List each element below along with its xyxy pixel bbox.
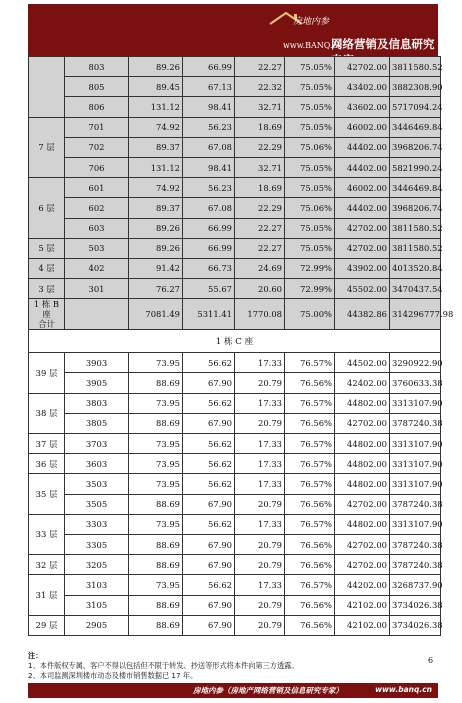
- unit-price-cell: 42702.00: [335, 57, 390, 77]
- unit-price-cell: 46002.00: [335, 117, 390, 137]
- area-b-cell: 56.62: [183, 575, 235, 595]
- ratio-cell: 75.05%: [285, 57, 335, 77]
- notes: [28, 651, 440, 681]
- area-c-cell: 22.27: [235, 57, 285, 77]
- unit-price-cell: 42702.00: [335, 413, 390, 433]
- total-price-cell: 3882308.90: [390, 77, 441, 97]
- area-b-cell: 98.41: [183, 97, 235, 117]
- floor-cell: 35 层: [29, 474, 65, 514]
- floor-cell: 36 层: [29, 454, 65, 474]
- ratio-cell: 76.56%: [285, 413, 335, 433]
- area-c-cell: 20.79: [235, 413, 285, 433]
- ratio-cell: 76.56%: [285, 595, 335, 615]
- area-a-cell: 89.26: [129, 238, 183, 258]
- area-c-cell: 24.69: [235, 258, 285, 278]
- table-row: [29, 454, 441, 474]
- ratio-cell: 76.57%: [285, 474, 335, 494]
- area-b-cell: 56.62: [183, 434, 235, 454]
- area-b-cell: 66.99: [183, 57, 235, 77]
- table-row: [29, 157, 441, 177]
- total-price-cell: 3811580.52: [390, 218, 441, 238]
- ratio-cell: 75.06%: [285, 198, 335, 218]
- area-c-cell: 20.79: [235, 534, 285, 554]
- unit-price-cell: 43602.00: [335, 97, 390, 117]
- unit-price-cell: 42702.00: [335, 238, 390, 258]
- unit-price-cell: 43902.00: [335, 258, 390, 278]
- floor-cell: [29, 57, 65, 118]
- table-row: [29, 494, 441, 514]
- ratio-cell: 72.99%: [285, 279, 335, 299]
- area-c-cell: 17.33: [235, 434, 285, 454]
- footer-url: www.banq.cn: [375, 685, 432, 694]
- table-row: [29, 218, 441, 238]
- table-row: [29, 57, 441, 77]
- area-a-cell: 88.69: [129, 413, 183, 433]
- unit-price-cell: 42702.00: [335, 218, 390, 238]
- unit-cell: 706: [65, 157, 129, 177]
- unit-cell: 3305: [65, 534, 129, 554]
- area-b-cell: 56.62: [183, 454, 235, 474]
- unit-price-cell: 42102.00: [335, 595, 390, 615]
- unit-price-cell: 44802.00: [335, 514, 390, 534]
- ratio-cell: 76.57%: [285, 454, 335, 474]
- unit-cell: 402: [65, 258, 129, 278]
- unit-cell: 503: [65, 238, 129, 258]
- table-row: [29, 434, 441, 454]
- table-row: [29, 393, 441, 413]
- total-price-cell: 3811580.52: [390, 238, 441, 258]
- unit-price-cell: 42702.00: [335, 494, 390, 514]
- area-a-cell: 74.92: [129, 178, 183, 198]
- unit-cell: 601: [65, 178, 129, 198]
- brand-url: www.BANQ.cn: [283, 41, 343, 50]
- page-header: [28, 4, 438, 56]
- price-table-container: [28, 56, 454, 636]
- area-a-cell: 88.69: [129, 534, 183, 554]
- floor-cell: 5 层: [29, 238, 65, 258]
- total-label: 1 栋 B 座 合计: [29, 299, 65, 330]
- total-unit-price: 44382.86: [335, 299, 390, 330]
- area-a-cell: 88.69: [129, 555, 183, 575]
- brand-tagline: 网络营销及信息研究: [331, 37, 435, 51]
- table-row: [29, 353, 441, 373]
- table-row: [29, 117, 441, 137]
- area-a-cell: 89.37: [129, 137, 183, 157]
- area-a-cell: 88.69: [129, 615, 183, 635]
- area-c-cell: 20.79: [235, 615, 285, 635]
- footer-text: 房地内参（房地产网络营销及信息研究专家）: [193, 686, 343, 695]
- unit-price-cell: 42402.00: [335, 373, 390, 393]
- total-area-a: 7081.49: [129, 299, 183, 330]
- area-b-cell: 66.99: [183, 238, 235, 258]
- total-ratio: 75.00%: [285, 299, 335, 330]
- building-c-rows: [29, 353, 441, 636]
- price-table: [28, 56, 454, 636]
- note-line-2: 2、本司监测深圳楼市动态及楼市销售数据已 17 年。: [28, 671, 198, 680]
- area-b-cell: 67.08: [183, 198, 235, 218]
- ratio-cell: 76.56%: [285, 555, 335, 575]
- area-c-cell: 32.71: [235, 157, 285, 177]
- area-c-cell: 20.79: [235, 595, 285, 615]
- area-a-cell: 88.69: [129, 595, 183, 615]
- area-c-cell: 20.79: [235, 494, 285, 514]
- total-price-cell: 3734026.38: [390, 615, 441, 635]
- unit-cell: 602: [65, 198, 129, 218]
- total-price-cell: 3313107.90: [390, 393, 441, 413]
- table-row: [29, 555, 441, 575]
- total-price-cell: 3470437.54: [390, 279, 441, 299]
- area-c-cell: 22.27: [235, 238, 285, 258]
- area-a-cell: 73.95: [129, 474, 183, 494]
- unit-cell: 3905: [65, 373, 129, 393]
- area-c-cell: 20.60: [235, 279, 285, 299]
- area-b-cell: 55.67: [183, 279, 235, 299]
- ratio-cell: 72.99%: [285, 258, 335, 278]
- ratio-cell: 75.05%: [285, 238, 335, 258]
- ratio-cell: 76.57%: [285, 353, 335, 373]
- unit-price-cell: 42702.00: [335, 534, 390, 554]
- table-row: [29, 534, 441, 554]
- area-a-cell: 73.95: [129, 393, 183, 413]
- unit-price-cell: 44802.00: [335, 434, 390, 454]
- area-c-cell: 18.69: [235, 178, 285, 198]
- total-price-cell: 3787240.38: [390, 534, 441, 554]
- building-b-total: [29, 299, 454, 353]
- table-row: [29, 575, 441, 595]
- floor-cell: 32 层: [29, 555, 65, 575]
- floor-cell: 38 层: [29, 393, 65, 433]
- floor-cell: 33 层: [29, 514, 65, 554]
- table-row: [29, 238, 441, 258]
- area-c-cell: 22.29: [235, 198, 285, 218]
- area-b-cell: 98.41: [183, 157, 235, 177]
- unit-price-cell: 44802.00: [335, 393, 390, 413]
- area-b-cell: 66.73: [183, 258, 235, 278]
- unit-price-cell: 44402.00: [335, 157, 390, 177]
- area-c-cell: 20.79: [235, 373, 285, 393]
- unit-cell: 2905: [65, 615, 129, 635]
- unit-cell: 806: [65, 97, 129, 117]
- unit-price-cell: 42102.00: [335, 615, 390, 635]
- area-b-cell: 67.90: [183, 413, 235, 433]
- area-b-cell: 56.62: [183, 474, 235, 494]
- page-footer: [28, 683, 438, 698]
- area-b-cell: 67.90: [183, 373, 235, 393]
- table-row: [29, 97, 441, 117]
- total-price: 314296777.98: [390, 299, 441, 330]
- ratio-cell: 75.05%: [285, 117, 335, 137]
- ratio-cell: 76.57%: [285, 575, 335, 595]
- total-unit: [65, 299, 129, 330]
- area-c-cell: 22.27: [235, 218, 285, 238]
- area-a-cell: 89.45: [129, 77, 183, 97]
- unit-cell: 3503: [65, 474, 129, 494]
- area-b-cell: 67.90: [183, 555, 235, 575]
- table-row: [29, 595, 441, 615]
- area-c-cell: 17.33: [235, 393, 285, 413]
- total-row: [29, 299, 441, 330]
- unit-cell: 803: [65, 57, 129, 77]
- area-b-cell: 56.62: [183, 353, 235, 373]
- area-a-cell: 73.95: [129, 575, 183, 595]
- table-row: [29, 198, 441, 218]
- table-row: [29, 77, 441, 97]
- area-b-cell: 56.62: [183, 514, 235, 534]
- area-a-cell: 131.12: [129, 97, 183, 117]
- ratio-cell: 75.06%: [285, 137, 335, 157]
- area-a-cell: 73.95: [129, 434, 183, 454]
- unit-cell: 3105: [65, 595, 129, 615]
- unit-price-cell: 44202.00: [335, 575, 390, 595]
- notes-heading: 注：: [28, 651, 43, 660]
- area-b-cell: 67.08: [183, 137, 235, 157]
- area-b-cell: 67.13: [183, 77, 235, 97]
- floor-cell: 7 层: [29, 117, 65, 178]
- area-c-cell: 17.33: [235, 353, 285, 373]
- ratio-cell: 75.05%: [285, 77, 335, 97]
- building-b-rows: [29, 57, 441, 299]
- total-price-cell: 3968206.74: [390, 198, 441, 218]
- area-a-cell: 89.26: [129, 218, 183, 238]
- unit-price-cell: 44502.00: [335, 353, 390, 373]
- total-price-cell: 5717094.24: [390, 97, 441, 117]
- table-row: [29, 258, 441, 278]
- floor-cell: 31 层: [29, 575, 65, 615]
- unit-price-cell: 42702.00: [335, 555, 390, 575]
- table-row: [29, 514, 441, 534]
- area-b-cell: 67.90: [183, 615, 235, 635]
- area-c-cell: 32.71: [235, 97, 285, 117]
- area-c-cell: 22.29: [235, 137, 285, 157]
- ratio-cell: 76.56%: [285, 373, 335, 393]
- unit-cell: 3505: [65, 494, 129, 514]
- unit-cell: 3903: [65, 353, 129, 373]
- brand-name: 房地内参: [293, 17, 330, 27]
- area-c-cell: 17.33: [235, 474, 285, 494]
- total-price-cell: 3811580.52: [390, 57, 441, 77]
- area-c-cell: 17.33: [235, 514, 285, 534]
- total-price-cell: 3446469.84: [390, 178, 441, 198]
- area-b-cell: 67.90: [183, 494, 235, 514]
- unit-price-cell: 46002.00: [335, 178, 390, 198]
- unit-cell: 3805: [65, 413, 129, 433]
- ratio-cell: 76.57%: [285, 514, 335, 534]
- section-title: 1 栋 C 座: [29, 330, 441, 353]
- area-b-cell: 56.23: [183, 117, 235, 137]
- ratio-cell: 76.56%: [285, 615, 335, 635]
- ratio-cell: 75.05%: [285, 178, 335, 198]
- unit-cell: 3803: [65, 393, 129, 413]
- table-row: [29, 137, 441, 157]
- total-price-cell: 3760633.38: [390, 373, 441, 393]
- total-price-cell: 3787240.38: [390, 413, 441, 433]
- table-row: [29, 279, 441, 299]
- area-c-cell: 17.33: [235, 575, 285, 595]
- table-row: [29, 615, 441, 635]
- unit-cell: 301: [65, 279, 129, 299]
- total-price-cell: 3268737.90: [390, 575, 441, 595]
- unit-cell: 3703: [65, 434, 129, 454]
- unit-price-cell: 45502.00: [335, 279, 390, 299]
- ratio-cell: 75.05%: [285, 157, 335, 177]
- area-a-cell: 76.27: [129, 279, 183, 299]
- area-b-cell: 67.90: [183, 534, 235, 554]
- table-row: [29, 474, 441, 494]
- total-price-cell: 3446469.84: [390, 117, 441, 137]
- area-c-cell: 17.33: [235, 454, 285, 474]
- floor-cell: 29 层: [29, 615, 65, 635]
- total-price-cell: 3787240.38: [390, 555, 441, 575]
- ratio-cell: 75.05%: [285, 218, 335, 238]
- ratio-cell: 76.56%: [285, 534, 335, 554]
- unit-cell: 702: [65, 137, 129, 157]
- area-b-cell: 67.90: [183, 595, 235, 615]
- unit-cell: 603: [65, 218, 129, 238]
- total-price-cell: 3313107.90: [390, 474, 441, 494]
- page-number: 6: [428, 656, 434, 665]
- floor-cell: 4 层: [29, 258, 65, 278]
- total-price-cell: 3313107.90: [390, 454, 441, 474]
- area-a-cell: 88.69: [129, 494, 183, 514]
- unit-cell: 3603: [65, 454, 129, 474]
- total-price-cell: 3734026.38: [390, 595, 441, 615]
- area-a-cell: 74.92: [129, 117, 183, 137]
- area-a-cell: 73.95: [129, 514, 183, 534]
- area-c-cell: 18.69: [235, 117, 285, 137]
- floor-cell: 6 层: [29, 178, 65, 239]
- area-a-cell: 73.95: [129, 454, 183, 474]
- total-area-c: 1770.08: [235, 299, 285, 330]
- unit-cell: 3303: [65, 514, 129, 534]
- ratio-cell: 75.05%: [285, 97, 335, 117]
- total-price-cell: 3290922.90: [390, 353, 441, 373]
- unit-price-cell: 44402.00: [335, 198, 390, 218]
- unit-price-cell: 44802.00: [335, 454, 390, 474]
- ratio-cell: 76.57%: [285, 393, 335, 413]
- total-price-cell: 4013520.84: [390, 258, 441, 278]
- area-a-cell: 89.26: [129, 57, 183, 77]
- area-b-cell: 66.99: [183, 218, 235, 238]
- area-a-cell: 91.42: [129, 258, 183, 278]
- floor-cell: 39 层: [29, 353, 65, 393]
- unit-cell: 3205: [65, 555, 129, 575]
- area-a-cell: 89.37: [129, 198, 183, 218]
- area-c-cell: 22.32: [235, 77, 285, 97]
- section-row: [29, 330, 441, 353]
- unit-price-cell: 44402.00: [335, 137, 390, 157]
- table-row: [29, 178, 441, 198]
- unit-cell: 3103: [65, 575, 129, 595]
- total-price-cell: 3968206.74: [390, 137, 441, 157]
- unit-price-cell: 44802.00: [335, 474, 390, 494]
- note-line-1: 1、本件版权专属，客户不得以包括但不限于转发、抄送等形式将本件向第三方透露。: [28, 661, 299, 670]
- area-a-cell: 88.69: [129, 373, 183, 393]
- total-area-b: 5311.41: [183, 299, 235, 330]
- area-b-cell: 56.23: [183, 178, 235, 198]
- total-price-cell: 3313107.90: [390, 434, 441, 454]
- area-a-cell: 131.12: [129, 157, 183, 177]
- table-row: [29, 413, 441, 433]
- total-price-cell: 3787240.38: [390, 494, 441, 514]
- unit-cell: 701: [65, 117, 129, 137]
- area-a-cell: 73.95: [129, 353, 183, 373]
- area-c-cell: 20.79: [235, 555, 285, 575]
- unit-price-cell: 43402.00: [335, 77, 390, 97]
- ratio-cell: 76.57%: [285, 434, 335, 454]
- floor-cell: 37 层: [29, 434, 65, 454]
- table-row: [29, 373, 441, 393]
- total-price-cell: 5821990.24: [390, 157, 441, 177]
- area-b-cell: 56.62: [183, 393, 235, 413]
- floor-cell: 3 层: [29, 279, 65, 299]
- unit-cell: 805: [65, 77, 129, 97]
- ratio-cell: 76.56%: [285, 494, 335, 514]
- total-price-cell: 3313107.90: [390, 514, 441, 534]
